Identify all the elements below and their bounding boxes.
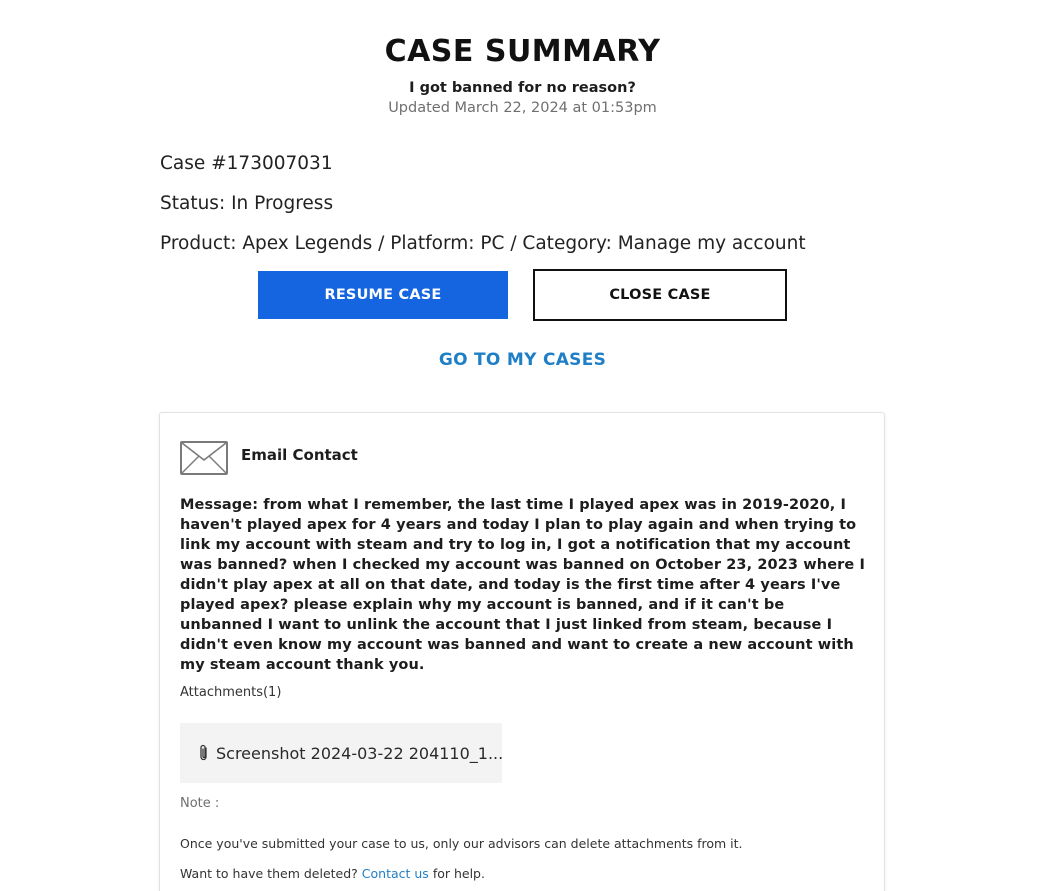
- case-header: [0, 33, 1045, 117]
- case-details: [160, 152, 806, 272]
- go-to-my-cases-link[interactable]: GO TO MY CASES: [438, 350, 607, 370]
- email-contact-card: [159, 412, 885, 891]
- delete-prompt: Want to have them deleted?: [180, 866, 358, 881]
- envelope-icon: [180, 441, 228, 475]
- case-subject: I got banned for no reason?: [409, 80, 636, 96]
- help-suffix: for help.: [432, 866, 485, 881]
- page-title: CASE SUMMARY: [384, 34, 661, 69]
- case-product-info: Product: Apex Legends / Platform: PC / Category: Manage my account: [160, 233, 806, 254]
- case-status: Status: In Progress: [160, 193, 334, 214]
- updated-timestamp: Updated March 22, 2024 at 01:53pm: [388, 100, 657, 116]
- contact-type-label: Email Contact: [241, 446, 358, 464]
- attachment-item[interactable]: [180, 723, 502, 783]
- contact-us-link[interactable]: Contact us: [361, 866, 429, 881]
- delete-help-text: [180, 866, 485, 881]
- paperclip-icon: [198, 744, 210, 762]
- close-case-button[interactable]: CLOSE CASE: [533, 269, 787, 321]
- resume-case-button[interactable]: RESUME CASE: [258, 271, 508, 319]
- case-message: Message: from what I remember, the last time I played apex was in 2019-2020, I haven't played apex for 4 years and today I plan to play again and when trying to link my account with steam and try to log in, I got a notification that my account was banned? when I checked my account was banned on October 23, 2023 where I didn't play apex at all on that date, and today is the first time after 4 years I've played apex? please explain why my account is banned, and if it can't be unbanned I want to unlink the account that I just linked from steam, because I didn't even know my account was banned and want to create a new account with my steam account thank you.: [180, 497, 865, 673]
- note-text: Once you've submitted your case to us, only our advisors can delete attachments from it.: [180, 836, 743, 851]
- attachments-label: Attachments(1): [180, 685, 282, 700]
- attachment-filename: Screenshot 2024-03-22 204110_1...: [216, 743, 504, 763]
- case-number: Case #173007031: [160, 153, 333, 174]
- note-label: Note :: [180, 796, 220, 811]
